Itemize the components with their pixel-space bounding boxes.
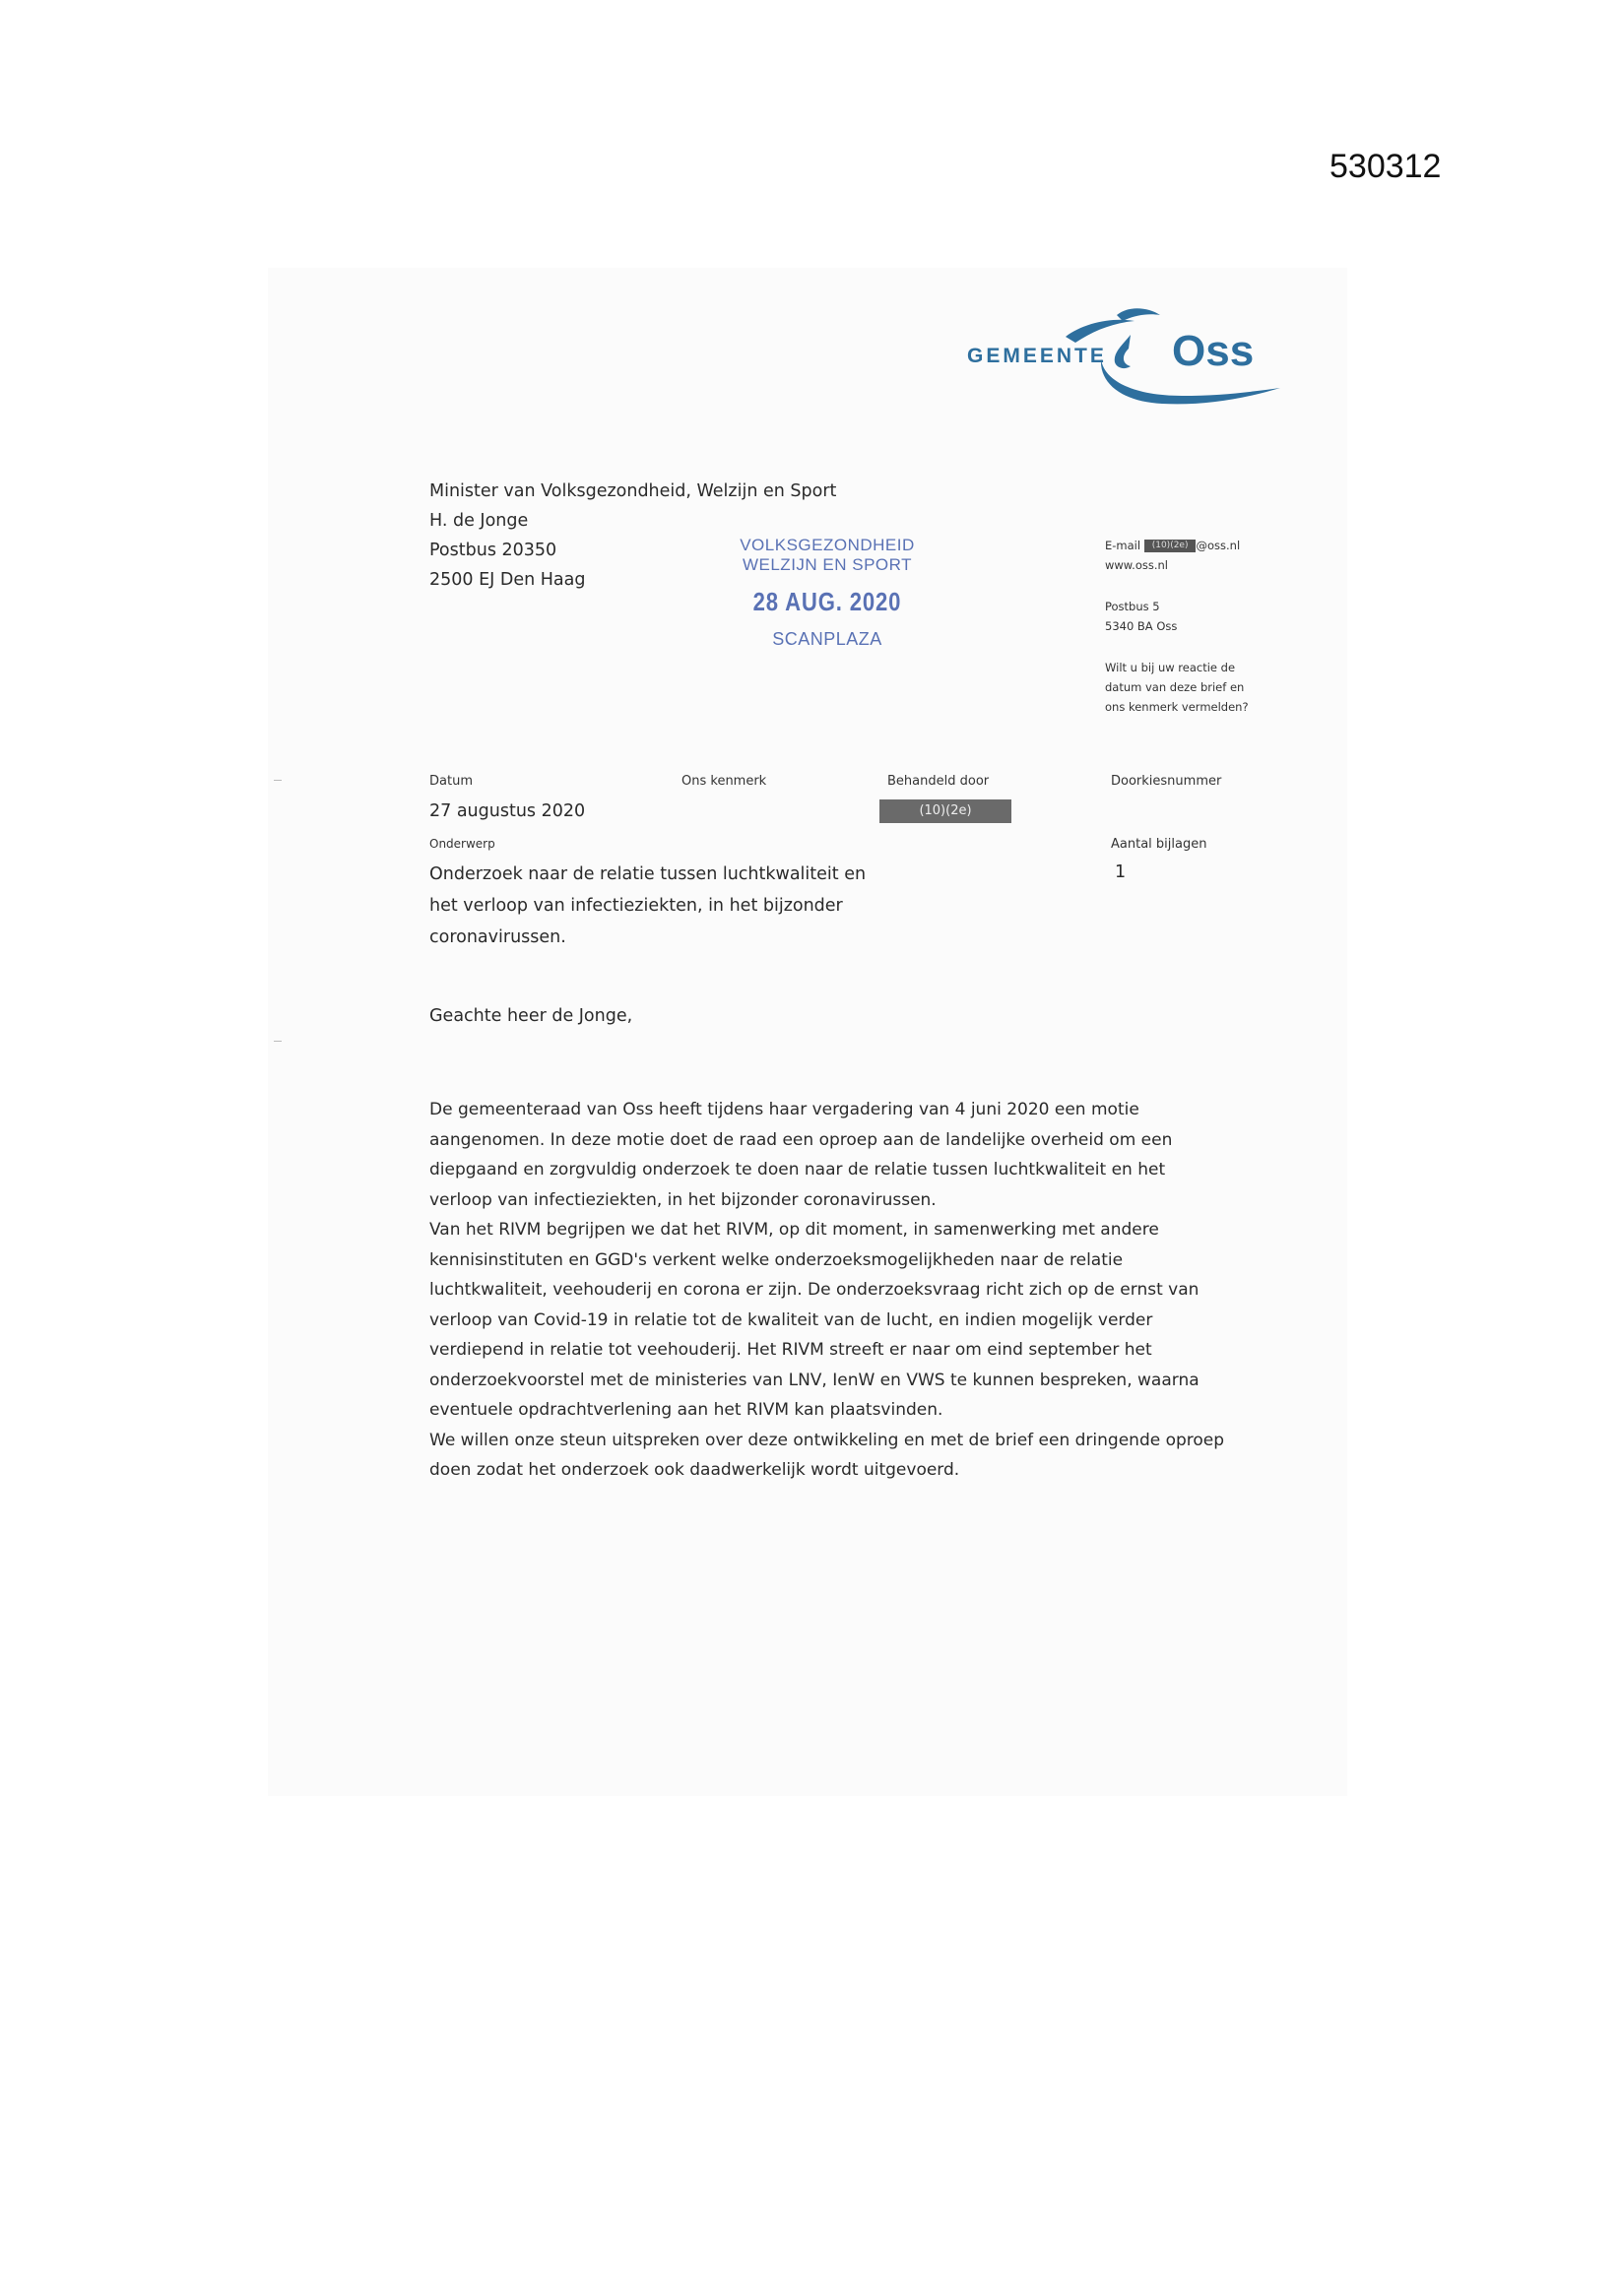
reply-note-line: Wilt u bij uw reactie de	[1105, 661, 1236, 674]
scan-mark	[274, 1041, 282, 1042]
stamp-place: SCANPLAZA	[772, 629, 882, 649]
body-line: diepgaand en zorgvuldig onderzoek te doen naar de relatie tussen luchtkwaliteit en het	[429, 1160, 1166, 1180]
document-number: 530312	[1329, 148, 1442, 185]
addressee-line: Minister van Volksgezondheid, Welzijn en Sport	[429, 481, 837, 501]
logo-gemeente-text: GEMEENTE	[967, 345, 1107, 367]
body-line: We willen onze steun uitspreken over deze ontwikkeling en met de brief een dringende oproep	[429, 1430, 1225, 1450]
scan-mark	[274, 780, 282, 781]
salutation: Geachte heer de Jonge,	[429, 1006, 633, 1026]
received-stamp	[709, 536, 945, 650]
website-link[interactable]: www.oss.nl	[1105, 558, 1168, 572]
contact-block	[1105, 536, 1249, 717]
email-redaction: (10)(2e)	[1144, 540, 1197, 552]
email-line	[1105, 536, 1249, 555]
stamp-line: VOLKSGEZONDHEID	[740, 536, 915, 554]
body-line: eventuele opdrachtverlening aan het RIVM kan plaatsvinden.	[429, 1400, 943, 1420]
email-domain: @oss.nl	[1196, 539, 1241, 552]
subject-line: coronavirussen.	[429, 927, 566, 947]
reply-note-line: ons kenmerk vermelden?	[1105, 700, 1249, 714]
body-line: verloop van Covid-19 in relatie tot de kwaliteit van de lucht, en indien mogelijk verder	[429, 1309, 1153, 1330]
body-line: verloop van infectieziekten, in het bijzonder coronavirussen.	[429, 1189, 937, 1210]
body-line: aangenomen. In deze motie doet de raad een oproep aan de landelijke overheid om een	[429, 1129, 1173, 1150]
body-line: De gemeenteraad van Oss heeft tijdens haar vergadering van 4 juni 2020 een motie	[429, 1100, 1139, 1119]
body-line: doen zodat het onderzoek ook daadwerkelijk wordt uitgevoerd.	[429, 1460, 960, 1480]
addressee-line: 2500 EJ Den Haag	[429, 570, 586, 590]
behandeld-label: Behandeld door	[887, 774, 990, 789]
kenmerk-label: Ons kenmerk	[681, 774, 767, 789]
bijlagen-label: Aantal bijlagen	[1111, 837, 1207, 852]
reply-note-line: datum van deze brief en	[1105, 680, 1245, 694]
bijlagen-value: 1	[1115, 862, 1127, 882]
subject-line: het verloop van infectieziekten, in het bijzonder	[429, 896, 843, 916]
subject-block	[429, 859, 902, 953]
datum-label: Datum	[429, 774, 473, 789]
logo-oss-text: Oss	[1172, 327, 1255, 375]
stamp-date: 28 AUG. 2020	[752, 587, 902, 616]
postcode-line: 5340 BA Oss	[1105, 619, 1178, 633]
body-line: Van het RIVM begrijpen we dat het RIVM, op dit moment, in samenwerking met andere	[429, 1220, 1159, 1240]
email-label: E-mail	[1105, 539, 1141, 552]
addressee-line: Postbus 20350	[429, 541, 557, 560]
body-line: onderzoekvoorstel met de ministeries van LNV, IenW en VWS te kunnen bespreken, waarna	[429, 1370, 1200, 1390]
body-line: verdiepend in relatie tot veehouderij. Het RIVM streeft er naar om eind september het	[429, 1340, 1152, 1360]
body-line: luchtkwaliteit, veehouderij en corona er zijn. De onderzoeksvraag richt zich op de ernst van	[429, 1280, 1200, 1300]
stamp-line: WELZIJN EN SPORT	[742, 555, 913, 574]
subject-line: Onderzoek naar de relatie tussen luchtkwaliteit en	[429, 864, 867, 884]
behandeld-redaction: (10)(2e)	[879, 799, 1011, 823]
postbus-line: Postbus 5	[1105, 600, 1160, 613]
doorkies-label: Doorkiesnummer	[1111, 774, 1222, 789]
letter-body	[429, 1095, 1224, 1486]
body-line: kennisinstituten en GGD's verkent welke onderzoeksmogelijkheden naar de relatie	[429, 1249, 1124, 1270]
onderwerp-label: Onderwerp	[429, 837, 495, 851]
datum-value: 27 augustus 2020	[429, 801, 586, 821]
addressee-line: H. de Jonge	[429, 511, 529, 531]
